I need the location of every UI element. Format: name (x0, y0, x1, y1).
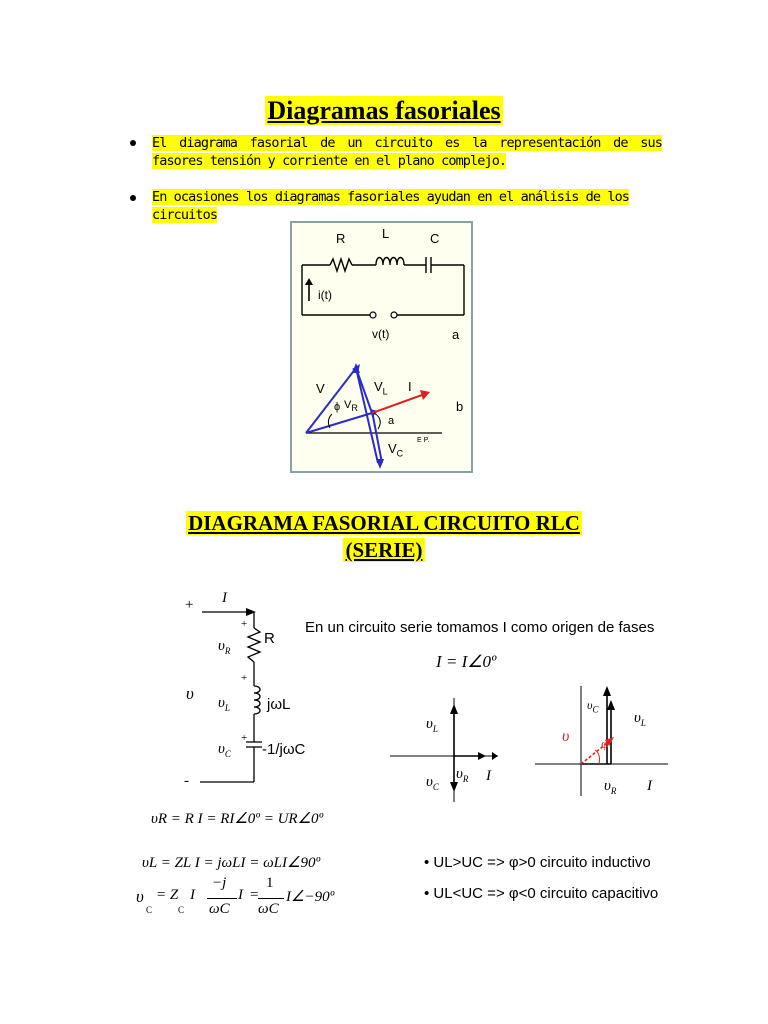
label-v: V (316, 381, 325, 396)
label-angle-a: a (388, 415, 395, 427)
conclusion-inductive: • UL>UC => φ>0 circuito inductivo (424, 854, 651, 871)
conclusion-capacitive: • UL<UC => φ<0 circuito capacitivo (424, 885, 659, 902)
equation-uc: υ C = Z C I −j ωC I = 1 ωC I∠−90º (136, 875, 335, 917)
eq3-rhs: I∠−90º (286, 889, 335, 905)
circuit-total-voltage: υ (186, 684, 194, 703)
circuit-plus-l: + (241, 672, 248, 684)
label-b: b (456, 399, 464, 414)
left-ur: $\upsilon_R$ (456, 766, 469, 784)
left-uc: $\upsilon_C$ (426, 774, 439, 792)
label-l: L (382, 226, 390, 241)
label-vr: $V_R$ (344, 399, 358, 414)
bullet-dot (130, 195, 136, 201)
circuit-plus-r: + (241, 618, 248, 630)
eq3-fraction-line (258, 898, 284, 899)
bullet-1: El diagrama fasorial de un circuito es la representación de sus fasores tensión y corriente en el plano complejo. (152, 135, 662, 169)
bullet-2: En ocasiones los diagramas fasoriales ayudan en el análisis de los circuitos (152, 189, 630, 223)
equation-ur: υR = R I = RI∠0º = UR∠0º (151, 811, 324, 827)
intro-text: En un circuito serie tomamos I como origen de fases (305, 619, 655, 636)
eq3-num2: 1 (266, 875, 274, 891)
section-heading: DIAGRAMA FASORIAL CIRCUITO RLC (188, 511, 580, 535)
eq3-fraction-line (207, 898, 237, 899)
label-current: i(t) (318, 288, 332, 302)
eq3-i: I (190, 887, 195, 903)
eq3-den2: ωC (258, 901, 279, 917)
phasor-diagram-left (390, 690, 500, 810)
label-ep: E P. (417, 437, 430, 444)
circuit-r-label: R (264, 630, 275, 647)
eq3-mid-sub: C (178, 905, 185, 915)
circuit-current-label: I (222, 590, 227, 606)
circuit-plus-c: + (241, 732, 248, 744)
circuit-minus: - (184, 773, 189, 789)
eq3-lhs-sub: C (146, 905, 153, 915)
intro-equation: I = I∠0º (436, 652, 497, 671)
rlc-figure-svg (292, 223, 471, 471)
left-i: I (486, 768, 491, 784)
eq3-i2: I (238, 887, 243, 903)
circuit-jwl-label: jωL (267, 696, 291, 713)
circuit-capacitor-label: -1/jωC (262, 741, 306, 758)
circuit-plus-top: + (185, 597, 194, 613)
right-ul: $\upsilon_L$ (634, 710, 646, 728)
bullet-dot (130, 140, 136, 146)
circuit-ul: $\upsilon_L$ (218, 695, 230, 713)
right-u: υ (562, 728, 570, 745)
label-r: R (336, 231, 346, 246)
left-ul: $\upsilon_L$ (426, 716, 438, 734)
eq3-num1: −j (212, 875, 227, 891)
label-phi: ϕ (334, 401, 341, 413)
eq3-mid: = Z (156, 887, 179, 903)
right-ur: $\upsilon_R$ (604, 778, 617, 796)
right-i: I (647, 778, 652, 794)
rlc-figure (290, 221, 473, 473)
right-uc: $\upsilon_C$ (587, 698, 599, 715)
label-voltage: v(t) (372, 327, 390, 341)
right-phi: φ (601, 736, 609, 751)
section-subheading: (SERIE) (345, 538, 423, 562)
label-vl: $V_L$ (374, 379, 388, 397)
label-vc: $V_C$ (388, 441, 404, 459)
circuit-uc: $\upsilon_C$ (218, 741, 231, 759)
page-title: Diagramas fasoriales (267, 96, 501, 125)
label-a: a (452, 327, 460, 342)
label-c: C (430, 231, 440, 246)
eq3-lhs: υ (136, 887, 144, 906)
equation-ul: υL = ZL I = jωLI = ωLI∠90º (142, 855, 321, 871)
label-i: I (408, 379, 412, 394)
circuit-ur: $\upsilon_R$ (218, 638, 231, 656)
eq3-den1: ωC (209, 901, 230, 917)
